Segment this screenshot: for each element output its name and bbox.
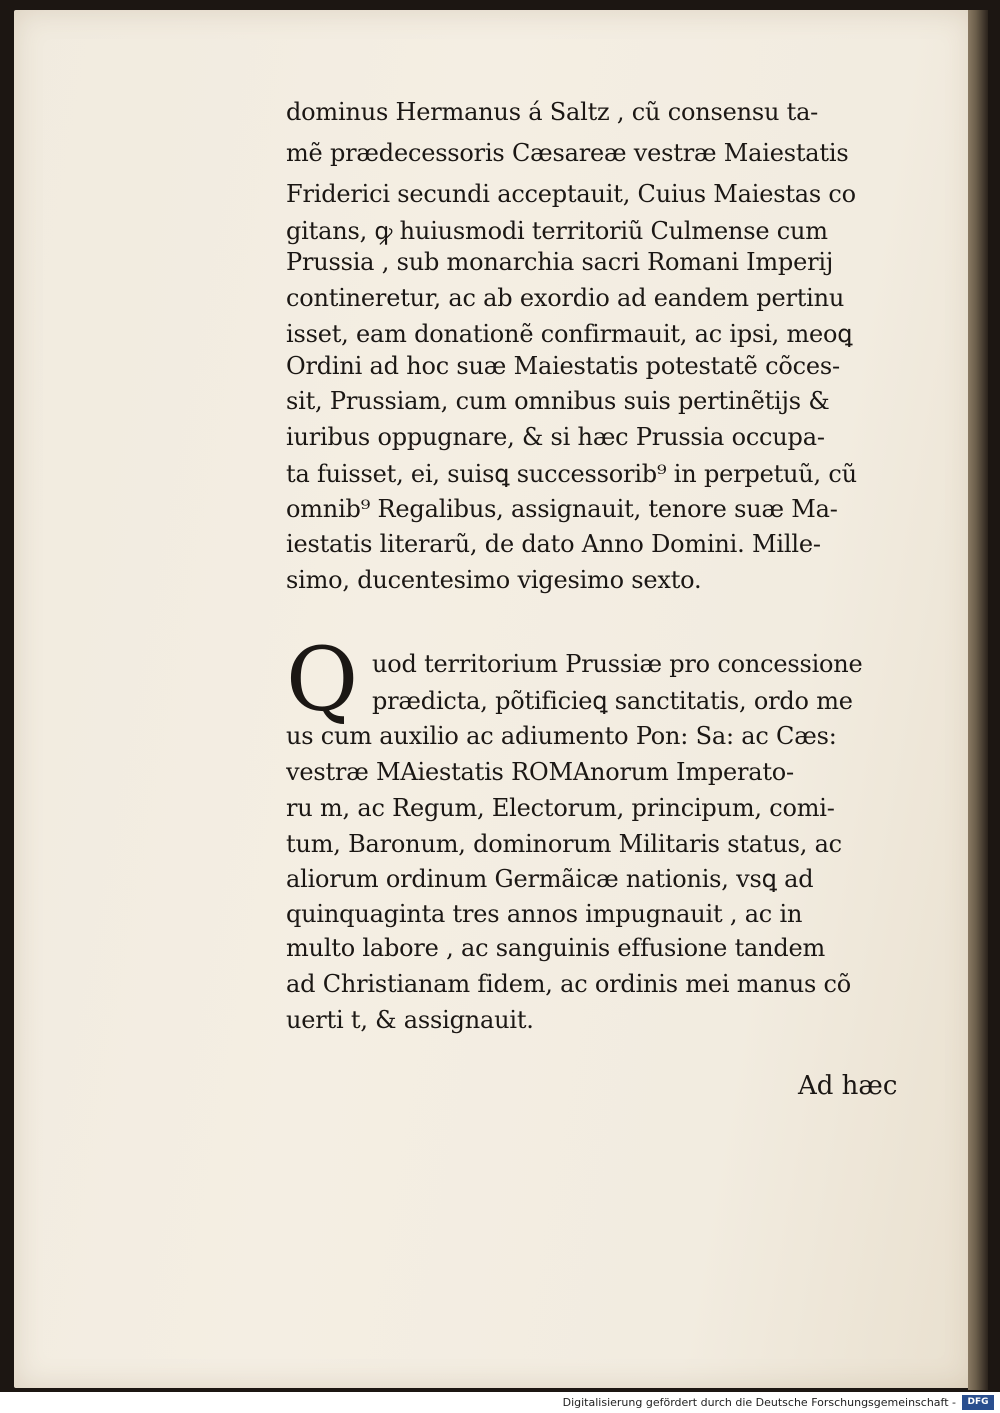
footer-bar [0, 1392, 1000, 1413]
dfg-logo[interactable]: DFG [962, 1395, 994, 1410]
funding-credit: Digitalisierung gefördert durch die Deutsche Forschungsgemeinschaft - [562, 1396, 956, 1409]
text-line: isset, eam donationẽ confirmauit, ac ipsi, meoꝗ [286, 320, 853, 348]
text-line: us cum auxilio ac adiumento Pon: Sa: ac Cæs: [286, 722, 837, 750]
catchword: Ad hæc [798, 1071, 898, 1101]
page-edge [968, 10, 988, 1390]
text-line: gitans, ꝙ huiusmodi territoriũ Culmense cum [286, 217, 828, 245]
text-line: ad Christianam fidem, ac ordinis mei manus cõ [286, 970, 852, 998]
text-line: contineretur, ac ab exordio ad eandem pertinu [286, 284, 845, 312]
text-line: sit, Prussiam, cum omnibus suis pertinẽtijs & [286, 387, 830, 415]
text-line: uod territorium Prussiæ pro concessione [372, 650, 863, 678]
text-line: quinquaginta tres annos impugnauit , ac in [286, 900, 803, 928]
text-line: multo labore , ac sanguinis effusione tandem [286, 934, 826, 962]
text-line: ru m, ac Regum, Electorum, principum, comi- [286, 794, 835, 822]
text-line: ta fuisset, ei, suisꝗ successorib⁹ in perpetuũ, cũ [286, 460, 857, 488]
drop-cap: Q [286, 628, 359, 731]
text-line: mẽ prædecessoris Cæsareæ vestræ Maiestatis [286, 139, 849, 167]
text-line: omnib⁹ Regalibus, assignauit, tenore suæ Ma- [286, 495, 838, 523]
text-line: dominus Hermanus á Saltz , cũ consensu ta- [286, 98, 819, 126]
text-line: tum, Baronum, dominorum Militaris status, ac [286, 830, 842, 858]
text-line: simo, ducentesimo vigesimo sexto. [286, 566, 702, 594]
text-line: Prussia , sub monarchia sacri Romani Imperij [286, 248, 834, 276]
text-line: prædicta, põtificieꝗ sanctitatis, ordo me [372, 687, 853, 715]
text-line: uerti t, & assignauit. [286, 1006, 534, 1034]
text-line: aliorum ordinum Germãicæ nationis, vsꝗ ad [286, 865, 814, 893]
text-line: iestatis literarũ, de dato Anno Domini. Mille- [286, 530, 821, 558]
text-line: Friderici secundi acceptauit, Cuius Maiestas co [286, 180, 856, 208]
text-line: iuribus oppugnare, & si hæc Prussia occupa- [286, 423, 825, 451]
text-line: Ordini ad hoc suæ Maiestatis potestatẽ cõces- [286, 352, 840, 380]
text-line: vestræ MAiestatis ROMAnorum Imperato- [286, 758, 794, 786]
